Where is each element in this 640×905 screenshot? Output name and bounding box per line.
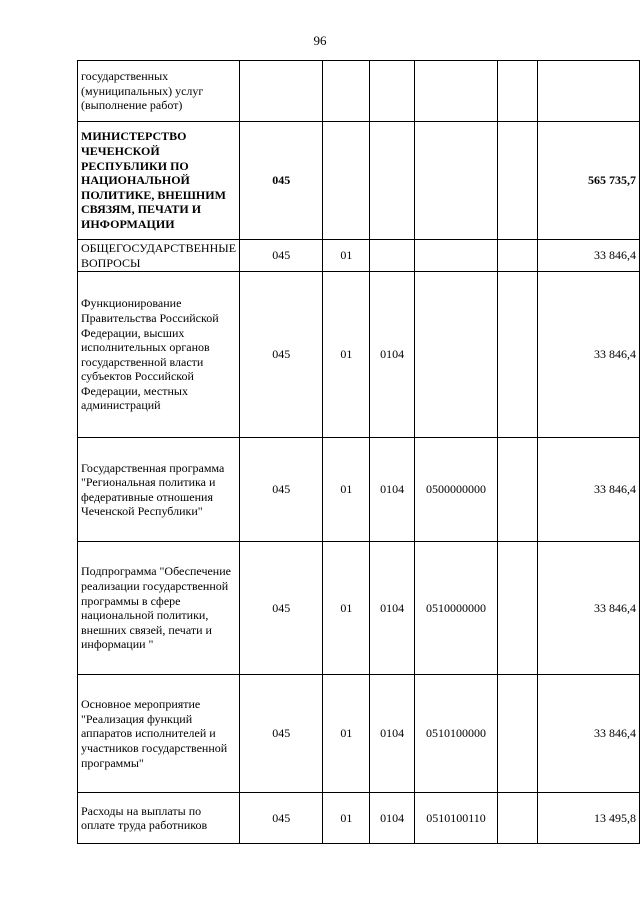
table-row (78, 542, 640, 675)
item-name-cell: Государственная программа "Региональная политика и федеративные отношения Чеченской Республики" (78, 438, 240, 542)
table-row (78, 122, 640, 240)
section-code-cell: 01 (323, 675, 370, 793)
amount-cell: 33 846,4 (537, 240, 639, 272)
target-article-cell: 0510000000 (415, 542, 498, 675)
amount-cell: 33 846,4 (537, 675, 639, 793)
section-code-cell (323, 122, 370, 240)
table-row (78, 61, 640, 122)
item-name-cell: Основное мероприятие "Реализация функций аппаратов исполнителей и участников государственной программы" (78, 675, 240, 793)
expense-type-cell (497, 542, 537, 675)
amount-cell: 13 495,8 (537, 793, 639, 844)
target-article-cell: 0510100110 (415, 793, 498, 844)
subsection-code-cell: 0104 (370, 272, 415, 438)
item-name-cell: Функционирование Правительства Российской Федерации, высших исполнительных органов государственной власти субъектов Российской Федерации, местных администраций (78, 272, 240, 438)
ministry-code-cell: 045 (240, 542, 323, 675)
section-code-cell: 01 (323, 272, 370, 438)
table-row (78, 240, 640, 272)
section-code-cell (323, 61, 370, 122)
budget-table-body (78, 61, 640, 844)
subsection-code-cell: 0104 (370, 675, 415, 793)
section-code-cell: 01 (323, 542, 370, 675)
target-article-cell (415, 240, 498, 272)
ministry-code-cell: 045 (240, 272, 323, 438)
amount-cell: 33 846,4 (537, 272, 639, 438)
table-row (78, 272, 640, 438)
target-article-cell (415, 272, 498, 438)
expense-type-cell (497, 438, 537, 542)
subsection-code-cell: 0104 (370, 542, 415, 675)
target-article-cell (415, 122, 498, 240)
target-article-cell (415, 61, 498, 122)
amount-cell: 565 735,7 (537, 122, 639, 240)
amount-cell: 33 846,4 (537, 542, 639, 675)
table-row (78, 438, 640, 542)
expense-type-cell (497, 122, 537, 240)
expense-type-cell (497, 61, 537, 122)
table-row (78, 793, 640, 844)
expense-type-cell (497, 272, 537, 438)
subsection-code-cell (370, 122, 415, 240)
target-article-cell: 0510100000 (415, 675, 498, 793)
budget-table (77, 60, 640, 844)
ministry-code-cell: 045 (240, 438, 323, 542)
item-name-cell: Подпрограмма "Обеспечение реализации государственной программы в сфере национальной политики, внешних связей, печати и информации " (78, 542, 240, 675)
item-name-cell: государственных (муниципальных) услуг (выполнение работ) (78, 61, 240, 122)
ministry-code-cell: 045 (240, 122, 323, 240)
subsection-code-cell (370, 240, 415, 272)
item-name-cell: МИНИСТЕРСТВО ЧЕЧЕНСКОЙ РЕСПУБЛИКИ ПО НАЦИОНАЛЬНОЙ ПОЛИТИКЕ, ВНЕШНИМ СВЯЗЯМ, ПЕЧАТИ И ИНФОРМАЦИИ (78, 122, 240, 240)
subsection-code-cell: 0104 (370, 438, 415, 542)
section-code-cell: 01 (323, 793, 370, 844)
ministry-code-cell (240, 61, 323, 122)
expense-type-cell (497, 675, 537, 793)
ministry-code-cell: 045 (240, 793, 323, 844)
expense-type-cell (497, 793, 537, 844)
ministry-code-cell: 045 (240, 675, 323, 793)
subsection-code-cell (370, 61, 415, 122)
item-name-cell: ОБЩЕГОСУДАРСТВЕННЫЕ ВОПРОСЫ (78, 240, 240, 272)
subsection-code-cell: 0104 (370, 793, 415, 844)
section-code-cell: 01 (323, 240, 370, 272)
table-row (78, 675, 640, 793)
item-name-cell: Расходы на выплаты по оплате труда работников (78, 793, 240, 844)
page-number: 96 (313, 33, 327, 48)
amount-cell: 33 846,4 (537, 438, 639, 542)
target-article-cell: 0500000000 (415, 438, 498, 542)
ministry-code-cell: 045 (240, 240, 323, 272)
amount-cell (537, 61, 639, 122)
section-code-cell: 01 (323, 438, 370, 542)
expense-type-cell (497, 240, 537, 272)
